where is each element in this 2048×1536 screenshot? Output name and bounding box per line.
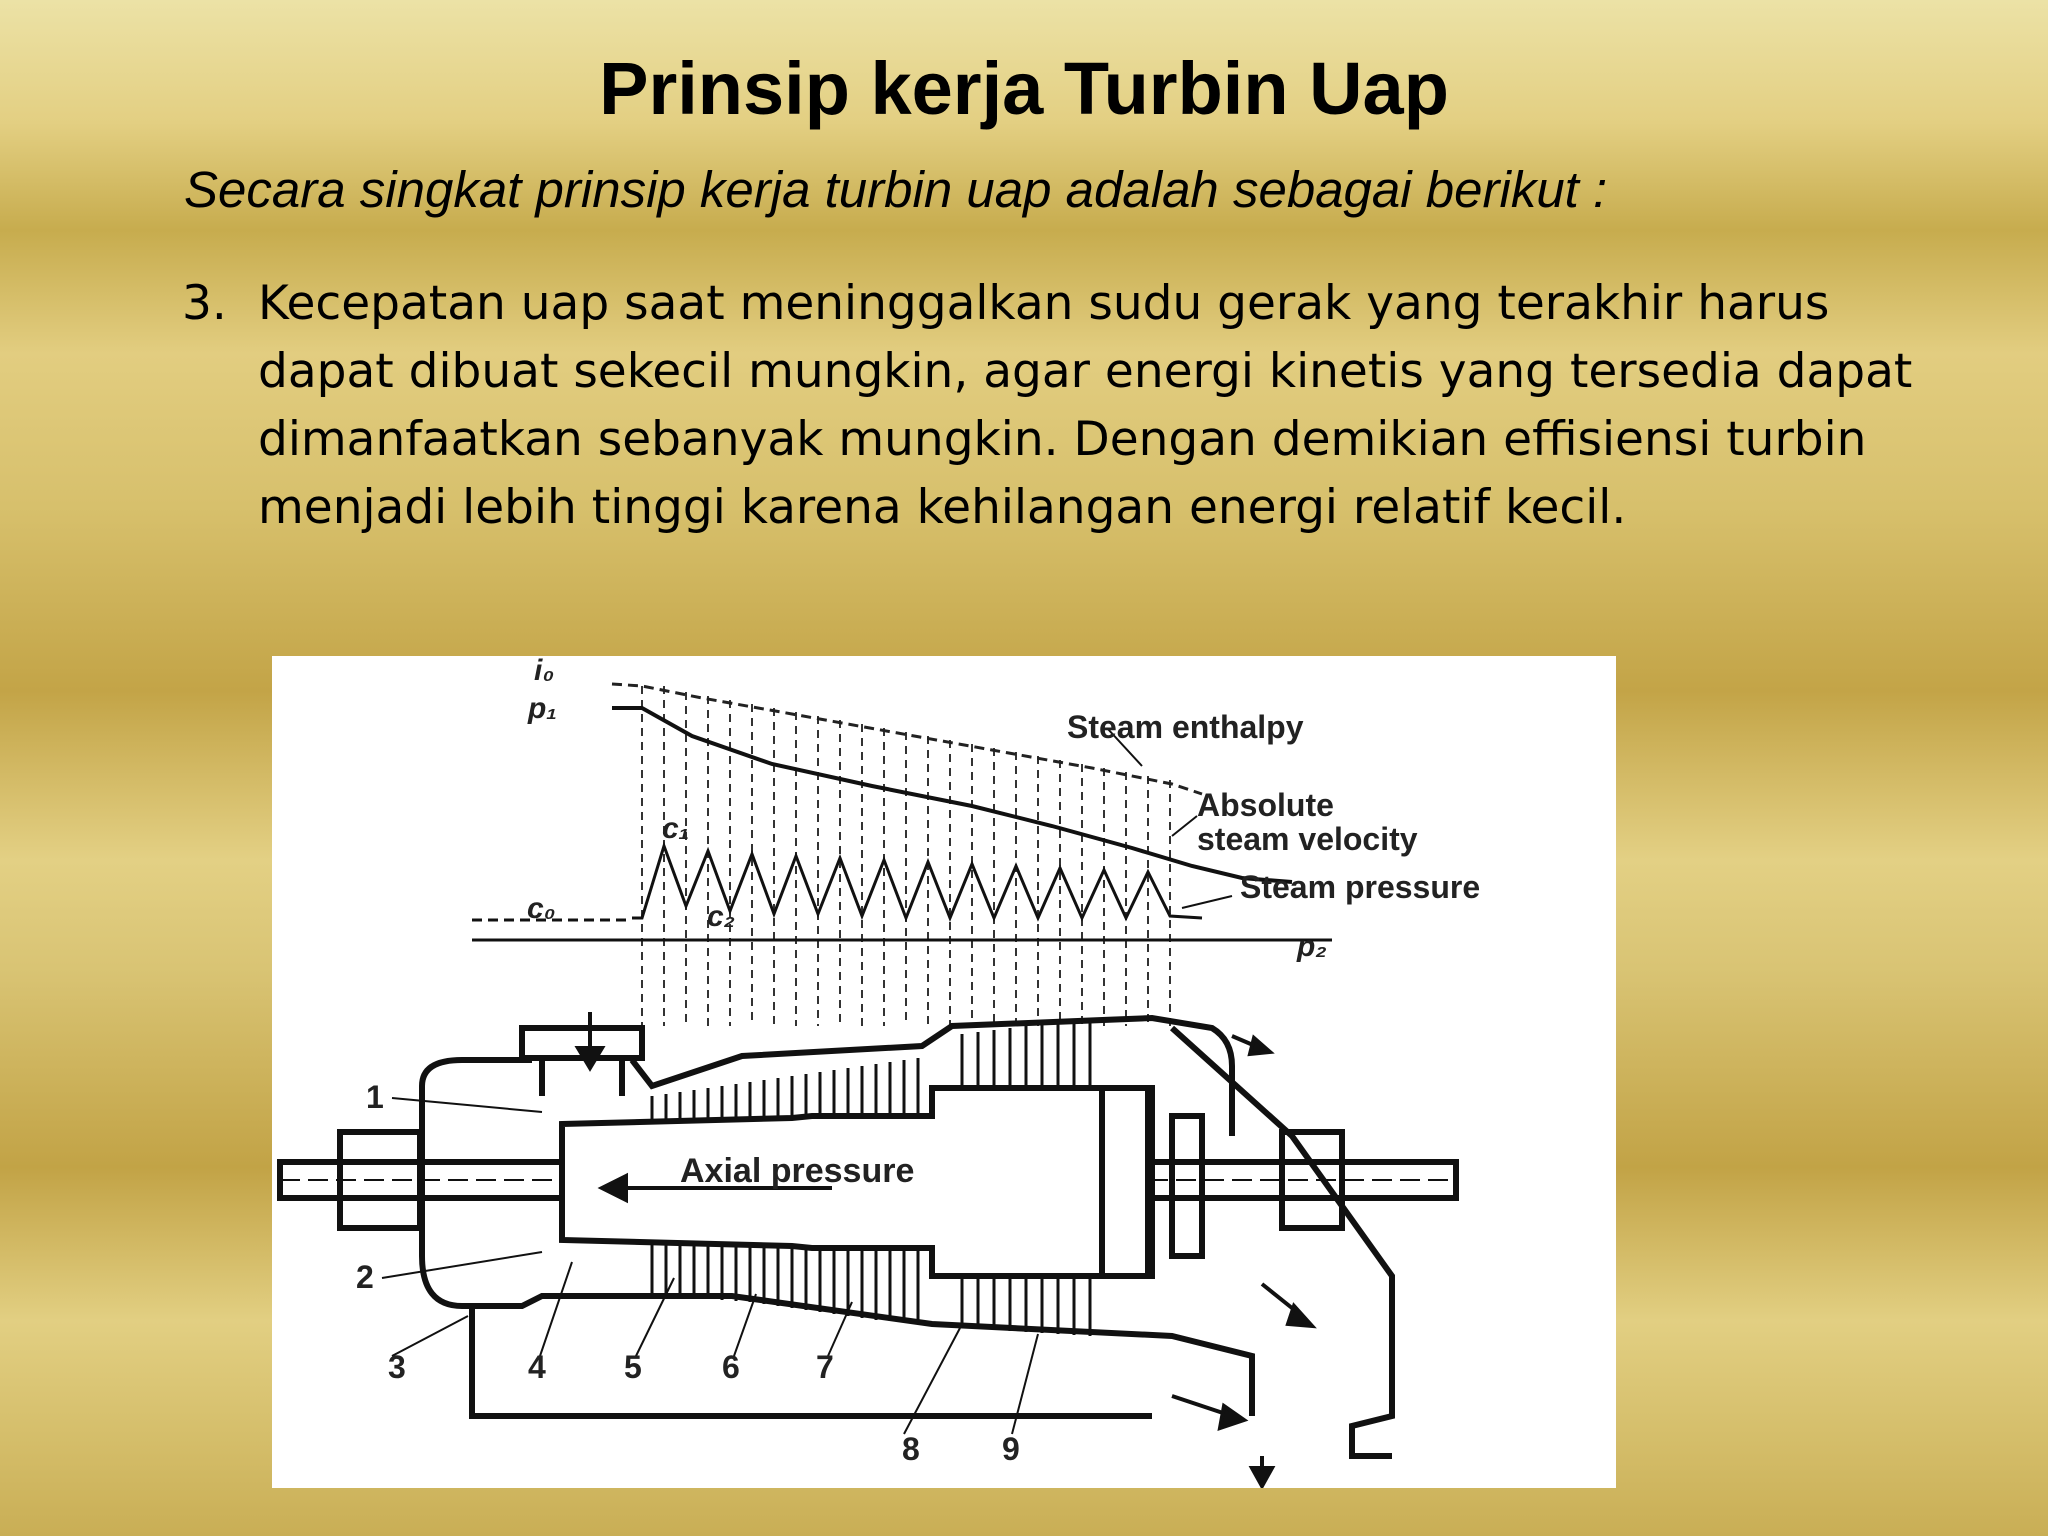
turbine-casing [280, 1018, 1456, 1456]
part-number: 8 [902, 1431, 920, 1467]
label-c2: c₂ [707, 900, 736, 933]
point-text: Kecepatan uap saat meninggalkan sudu gerak yang terakhir harus dapat dibuat sekecil mungkin, agar energi kinetis yang tersedia dapat dimanfaatkan sebanyak mungkin. Dengan demikian effisiensi turbin menjadi lebih tinggi karena kehilangan energi relatif kecil. [258, 276, 1913, 535]
pressure-leader [1182, 896, 1232, 908]
velocity-leader [1172, 816, 1197, 836]
label-i0: i₀ [534, 656, 555, 687]
part-number: 4 [528, 1349, 546, 1385]
label-steam-pressure: Steam pressure [1240, 869, 1481, 905]
turbine-diagram [272, 656, 1616, 1488]
label-p1: p₁ [528, 692, 557, 725]
label-steam-enthalpy: Steam enthalpy [1067, 709, 1304, 745]
label-axial-pressure: Axial pressure [680, 1152, 915, 1190]
part-number: 2 [356, 1259, 374, 1295]
part-number: 6 [722, 1349, 740, 1385]
label-p2: p₂ [1297, 930, 1327, 963]
numbered-point [182, 270, 1922, 542]
part-number: 9 [1002, 1431, 1020, 1467]
label-steam-velocity: steam velocity [1197, 821, 1418, 857]
label-c1: c₁ [662, 812, 690, 845]
part-number: 3 [388, 1349, 406, 1385]
slide-subtitle: Secara singkat prinsip kerja turbin uap adalah sebagai berikut : [184, 161, 1608, 218]
part-number: 1 [366, 1079, 384, 1115]
label-absolute: Absolute [1197, 787, 1334, 823]
part-number: 5 [624, 1349, 642, 1385]
part-number: 7 [816, 1349, 834, 1385]
label-c0: c₀ [527, 892, 556, 925]
turbine-diagram-drawing [272, 656, 1616, 1488]
point-number: 3. [182, 276, 227, 331]
slide-title: Prinsip kerja Turbin Uap [599, 47, 1449, 130]
